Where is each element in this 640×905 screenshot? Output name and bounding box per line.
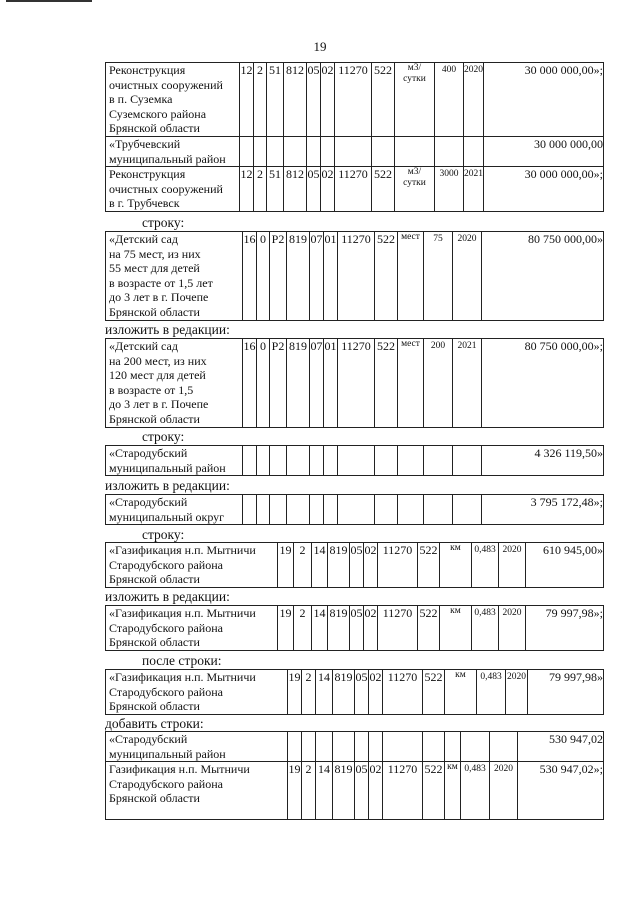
code-cell: 05 (307, 63, 321, 137)
code-cell (435, 137, 464, 167)
amount-cell: 4 326 119,50» (482, 446, 604, 476)
object-name-cell: «Детский сад на 200 мест, из них 120 мест для детей в возрасте от 1,5 до 3 лет в г. Почепе Брянской области (106, 339, 243, 428)
code-cell: 16 (243, 232, 257, 321)
amount-cell: 30 000 000,00»; (484, 63, 604, 137)
instruction-label: строку: (142, 429, 185, 444)
code-cell: 522 (372, 63, 395, 137)
code-cell: 14 (316, 762, 333, 820)
instruction-label: изложить в редакции: (105, 322, 230, 337)
code-cell: 200 (424, 339, 453, 428)
instruction-label: добавить строки: (105, 716, 204, 731)
code-cell (287, 495, 310, 525)
code-cell (240, 137, 254, 167)
code-cell: 819 (287, 232, 310, 321)
code-cell (270, 495, 287, 525)
budget-table (105, 62, 603, 212)
code-cell: 812 (284, 167, 307, 212)
code-cell: 0,483 (472, 606, 499, 651)
code-cell: 11270 (378, 606, 418, 651)
code-cell: 75 (424, 232, 453, 321)
code-cell: 2020 (499, 543, 526, 588)
instruction-label: изложить в редакции: (105, 478, 230, 493)
code-cell: 2020 (490, 762, 518, 820)
object-name-cell: «Трубчевский муниципальный район (106, 137, 240, 167)
code-cell: км (445, 762, 461, 820)
instruction-label: изложить в редакции: (105, 589, 230, 604)
code-cell: 12 (240, 167, 254, 212)
code-cell: 0 (257, 232, 270, 321)
code-cell: 14 (316, 670, 333, 715)
code-cell (424, 495, 453, 525)
code-cell (270, 446, 287, 476)
code-cell: 11270 (378, 543, 418, 588)
code-cell: 2020 (506, 670, 528, 715)
code-cell: 02 (364, 606, 378, 651)
code-cell: 2020 (499, 606, 526, 651)
code-cell (302, 732, 316, 762)
code-cell (461, 732, 490, 762)
code-cell: 2020 (453, 232, 482, 321)
code-cell: 2 (254, 63, 267, 137)
code-cell (375, 446, 398, 476)
code-cell: 19 (278, 606, 294, 651)
code-cell: 14 (312, 543, 328, 588)
code-cell (355, 732, 369, 762)
code-cell (254, 137, 267, 167)
code-cell: м3/ сутки (395, 167, 435, 212)
code-cell (257, 446, 270, 476)
code-cell: км (440, 606, 472, 651)
code-cell: 819 (333, 762, 355, 820)
amount-cell: 30 000 000,00 (484, 137, 604, 167)
code-cell: 0,483 (461, 762, 490, 820)
code-cell: 2021 (453, 339, 482, 428)
code-cell (423, 732, 445, 762)
code-cell: 19 (288, 762, 302, 820)
code-cell (321, 137, 335, 167)
code-cell: 07 (310, 232, 324, 321)
code-cell: 02 (364, 543, 378, 588)
code-cell: 522 (423, 762, 445, 820)
code-cell (307, 137, 321, 167)
code-cell: Р2 (270, 339, 287, 428)
code-cell (424, 446, 453, 476)
code-cell: км (440, 543, 472, 588)
code-cell: 812 (284, 63, 307, 137)
code-cell (375, 495, 398, 525)
code-cell: 19 (278, 543, 294, 588)
code-cell: 14 (312, 606, 328, 651)
amount-cell: 79 997,98» (528, 670, 604, 715)
code-cell: 02 (321, 63, 335, 137)
code-cell: 819 (287, 339, 310, 428)
code-cell (398, 446, 424, 476)
code-cell: 2 (294, 606, 312, 651)
code-cell (287, 446, 310, 476)
amount-cell: 530 947,02»; (518, 762, 604, 820)
code-cell (288, 732, 302, 762)
amount-cell: 80 750 000,00»; (482, 339, 604, 428)
amount-cell: 30 000 000,00»; (484, 167, 604, 212)
code-cell: 2020 (464, 63, 484, 137)
budget-table (105, 605, 603, 651)
table-row (106, 606, 604, 651)
code-cell: 02 (369, 762, 383, 820)
code-cell (243, 446, 257, 476)
code-cell: 05 (355, 670, 369, 715)
code-cell (338, 446, 375, 476)
code-cell: 2 (294, 543, 312, 588)
amount-cell: 80 750 000,00» (482, 232, 604, 321)
code-cell: 19 (288, 670, 302, 715)
code-cell (335, 137, 372, 167)
object-name-cell: «Стародубский муниципальный округ (106, 495, 243, 525)
code-cell: 522 (375, 232, 398, 321)
code-cell (316, 732, 333, 762)
code-cell (453, 495, 482, 525)
budget-table (105, 669, 603, 715)
instruction-label: после строки: (142, 653, 222, 668)
code-cell: 522 (375, 339, 398, 428)
code-cell: мест (398, 339, 424, 428)
code-cell: 819 (333, 670, 355, 715)
code-cell: 522 (418, 606, 440, 651)
code-cell (324, 446, 338, 476)
code-cell: 51 (267, 167, 284, 212)
code-cell: 0,483 (477, 670, 506, 715)
object-name-cell: «Газификация н.п. Мытничи Стародубского района Брянской области (106, 606, 278, 651)
code-cell: 522 (418, 543, 440, 588)
code-cell: 819 (328, 543, 350, 588)
object-name-cell: Реконструкция очистных сооружений в г. Трубчевск (106, 167, 240, 212)
instruction-label: строку: (142, 215, 185, 230)
code-cell: 07 (310, 339, 324, 428)
code-cell (338, 495, 375, 525)
code-cell: 522 (372, 167, 395, 212)
code-cell: 11270 (338, 232, 375, 321)
object-name-cell: «Детский сад на 75 мест, из них 55 мест для детей в возрасте от 1,5 лет до 3 лет в г. Почепе Брянской области (106, 232, 243, 321)
code-cell: 05 (355, 762, 369, 820)
code-cell: 2 (302, 670, 316, 715)
code-cell: 01 (324, 339, 338, 428)
code-cell (257, 495, 270, 525)
table-row (106, 732, 604, 762)
table-row (106, 495, 604, 525)
object-name-cell: Реконструкция очистных сооружений в п. Суземка Суземского района Брянской области (106, 63, 240, 137)
budget-table (105, 731, 603, 820)
code-cell (369, 732, 383, 762)
amount-cell: 79 997,98»; (526, 606, 604, 651)
code-cell (267, 137, 284, 167)
code-cell: 12 (240, 63, 254, 137)
table-row (106, 63, 604, 137)
amount-cell: 530 947,02 (518, 732, 604, 762)
code-cell (310, 446, 324, 476)
table-row (106, 339, 604, 428)
code-cell (398, 495, 424, 525)
table-row (106, 762, 604, 820)
budget-table (105, 338, 603, 428)
code-cell (490, 732, 518, 762)
code-cell (464, 137, 484, 167)
code-cell (395, 137, 435, 167)
code-cell: 11270 (335, 167, 372, 212)
budget-table (105, 231, 603, 321)
code-cell: 51 (267, 63, 284, 137)
object-name-cell: «Стародубский муниципальный район (106, 732, 288, 762)
code-cell: 400 (435, 63, 464, 137)
code-cell (310, 495, 324, 525)
object-name-cell: «Газификация н.п. Мытничи Стародубского района Брянской области (106, 543, 278, 588)
table-row (106, 137, 604, 167)
code-cell: 01 (324, 232, 338, 321)
code-cell: 11270 (383, 762, 423, 820)
instruction-label: строку: (142, 527, 185, 542)
budget-table (105, 445, 603, 476)
code-cell: 3000 (435, 167, 464, 212)
table-row (106, 446, 604, 476)
code-cell: 11270 (383, 670, 423, 715)
code-cell: 2021 (464, 167, 484, 212)
table-row (106, 167, 604, 212)
amount-cell: 3 795 172,48»; (482, 495, 604, 525)
table-row (106, 232, 604, 321)
code-cell (453, 446, 482, 476)
top-rule (6, 0, 92, 2)
table-row (106, 543, 604, 588)
code-cell: 16 (243, 339, 257, 428)
budget-table (105, 542, 603, 588)
code-cell (372, 137, 395, 167)
code-cell (243, 495, 257, 525)
code-cell: 11270 (338, 339, 375, 428)
budget-table (105, 494, 603, 525)
code-cell: 02 (321, 167, 335, 212)
code-cell (445, 732, 461, 762)
code-cell (383, 732, 423, 762)
code-cell: 0 (257, 339, 270, 428)
code-cell: 522 (423, 670, 445, 715)
code-cell: 819 (328, 606, 350, 651)
code-cell: мест (398, 232, 424, 321)
code-cell: Р2 (270, 232, 287, 321)
code-cell: 05 (350, 606, 364, 651)
code-cell: км (445, 670, 477, 715)
code-cell: 05 (350, 543, 364, 588)
object-name-cell: Газификация н.п. Мытничи Стародубского района Брянской области (106, 762, 288, 820)
code-cell: 02 (369, 670, 383, 715)
code-cell (324, 495, 338, 525)
code-cell (284, 137, 307, 167)
code-cell: 2 (254, 167, 267, 212)
object-name-cell: «Газификация н.п. Мытничи Стародубского района Брянской области (106, 670, 288, 715)
code-cell: 05 (307, 167, 321, 212)
code-cell: м3/ сутки (395, 63, 435, 137)
object-name-cell: «Стародубский муниципальный район (106, 446, 243, 476)
code-cell (333, 732, 355, 762)
code-cell: 11270 (335, 63, 372, 137)
code-cell: 0,483 (472, 543, 499, 588)
table-row (106, 670, 604, 715)
code-cell: 2 (302, 762, 316, 820)
amount-cell: 610 945,00» (526, 543, 604, 588)
page-number: 19 (313, 39, 327, 54)
